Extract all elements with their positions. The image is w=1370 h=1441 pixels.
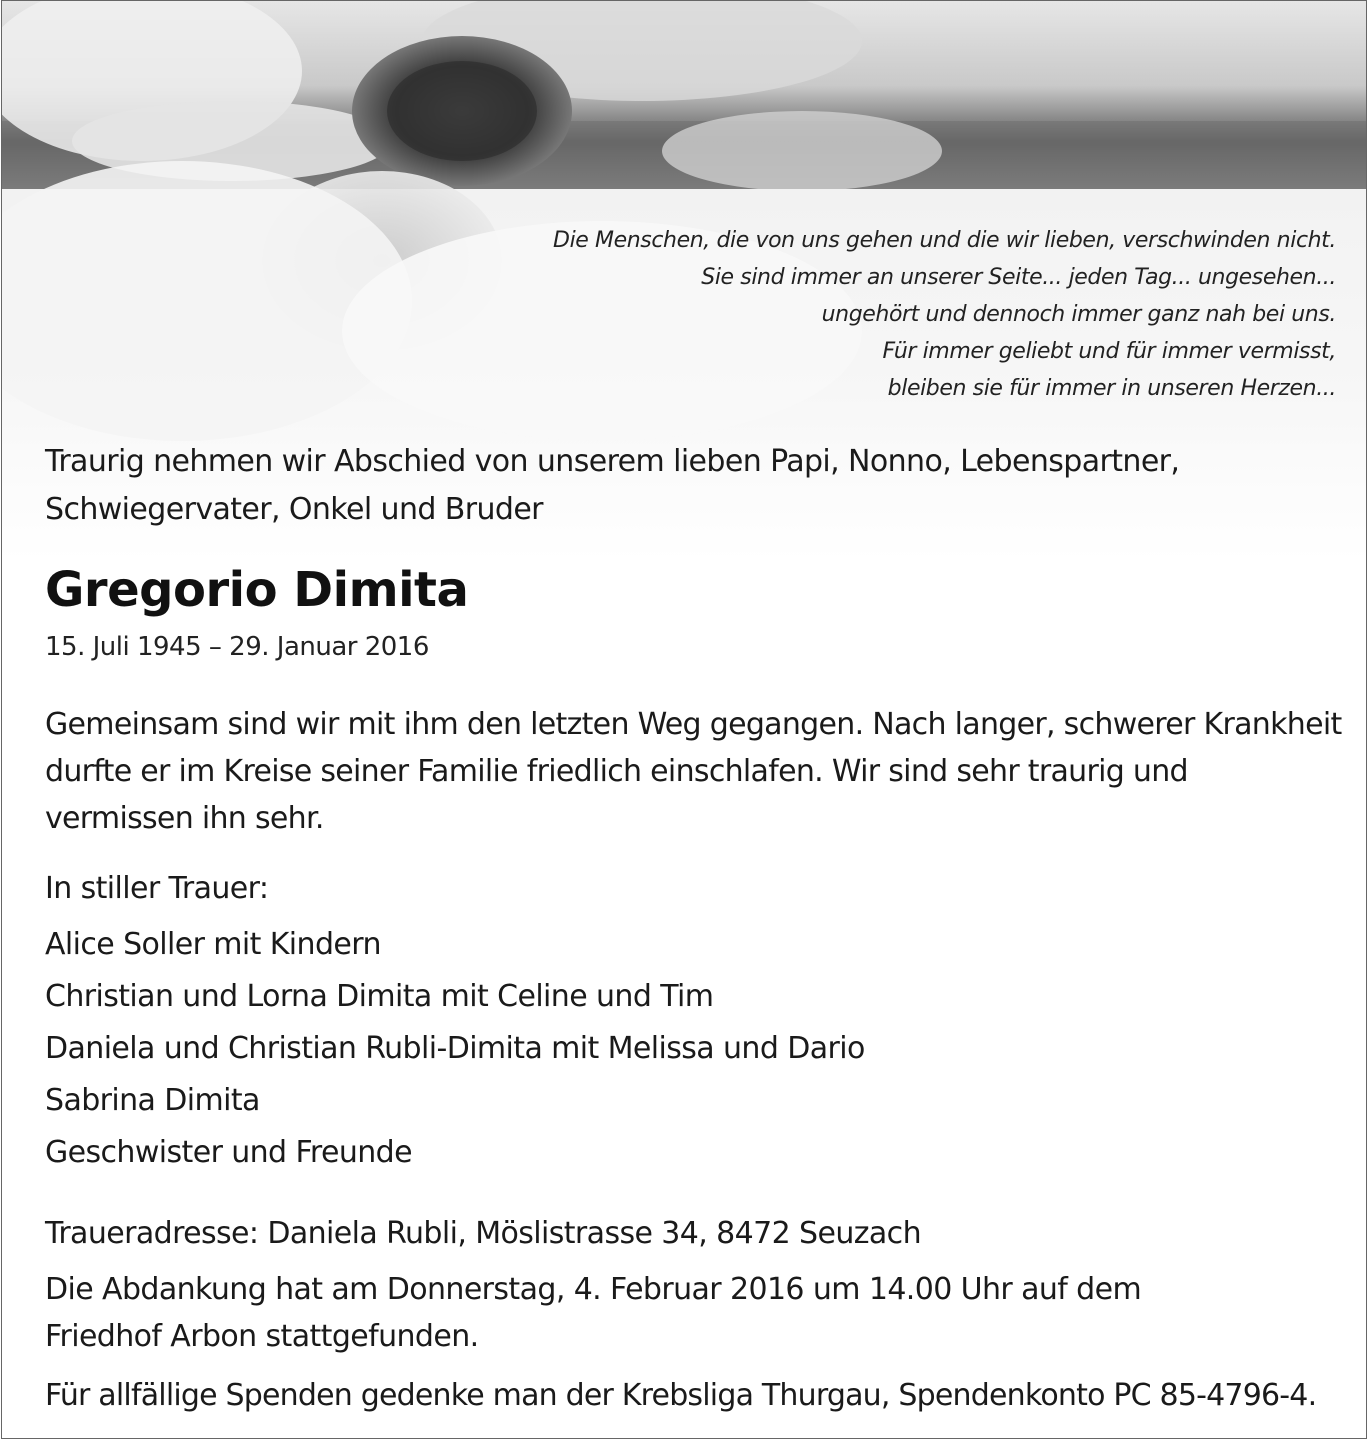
deceased-name: Gregorio Dimita xyxy=(45,562,469,618)
intro-line: Schwiegervater, Onkel und Bruder xyxy=(45,492,543,527)
memorial-quote xyxy=(436,222,1336,407)
message-line: Gemeinsam sind wir mit ihm den letzten Weg gegangen. Nach langer, schwerer Krankheit xyxy=(45,707,1342,742)
ceremony-line: Friedhof Arbon stattgefunden. xyxy=(45,1319,479,1354)
mourner-item: Daniela und Christian Rubli-Dimita mit Melissa und Dario xyxy=(45,1031,865,1066)
intro-line: Traurig nehmen wir Abschied von unserem lieben Papi, Nonno, Lebenspartner, xyxy=(45,444,1180,479)
ceremony-notice xyxy=(45,1266,1141,1360)
message-line: vermissen ihn sehr. xyxy=(45,801,324,836)
mourning-title: In stiller Trauer: xyxy=(45,871,269,906)
quote-line: ungehört und dennoch immer ganz nah bei uns. xyxy=(821,302,1336,327)
life-dates: 15. Juli 1945 – 29. Januar 2016 xyxy=(45,632,429,662)
farewell-message xyxy=(45,701,1342,842)
mourner-item: Christian und Lorna Dimita mit Celine und Tim xyxy=(45,979,714,1014)
quote-line: Die Menschen, die von uns gehen und die wir lieben, verschwinden nicht. xyxy=(553,228,1336,253)
quote-line: bleiben sie für immer in unseren Herzen... xyxy=(887,376,1336,401)
intro-text xyxy=(45,438,1179,534)
quote-line: Sie sind immer an unserer Seite... jeden Tag... ungesehen... xyxy=(701,265,1336,290)
mourning-address: Traueradresse: Daniela Rubli, Möslistrasse 34, 8472 Seuzach xyxy=(45,1216,921,1251)
ceremony-line: Die Abdankung hat am Donnerstag, 4. Februar 2016 um 14.00 Uhr auf dem xyxy=(45,1272,1142,1307)
donation-notice: Für allfällige Spenden gedenke man der Krebsliga Thurgau, Spendenkonto PC 85-4796-4. xyxy=(45,1378,1317,1413)
obituary-card xyxy=(1,0,1367,1439)
message-line: durfte er im Kreise seiner Familie friedlich einschlafen. Wir sind sehr traurig und xyxy=(45,754,1188,789)
quote-line: Für immer geliebt und für immer vermisst, xyxy=(882,339,1336,364)
mourner-item: Alice Soller mit Kindern xyxy=(45,927,381,962)
mourners-list xyxy=(45,919,865,1179)
mourner-item: Geschwister und Freunde xyxy=(45,1135,412,1170)
mourner-item: Sabrina Dimita xyxy=(45,1083,260,1118)
